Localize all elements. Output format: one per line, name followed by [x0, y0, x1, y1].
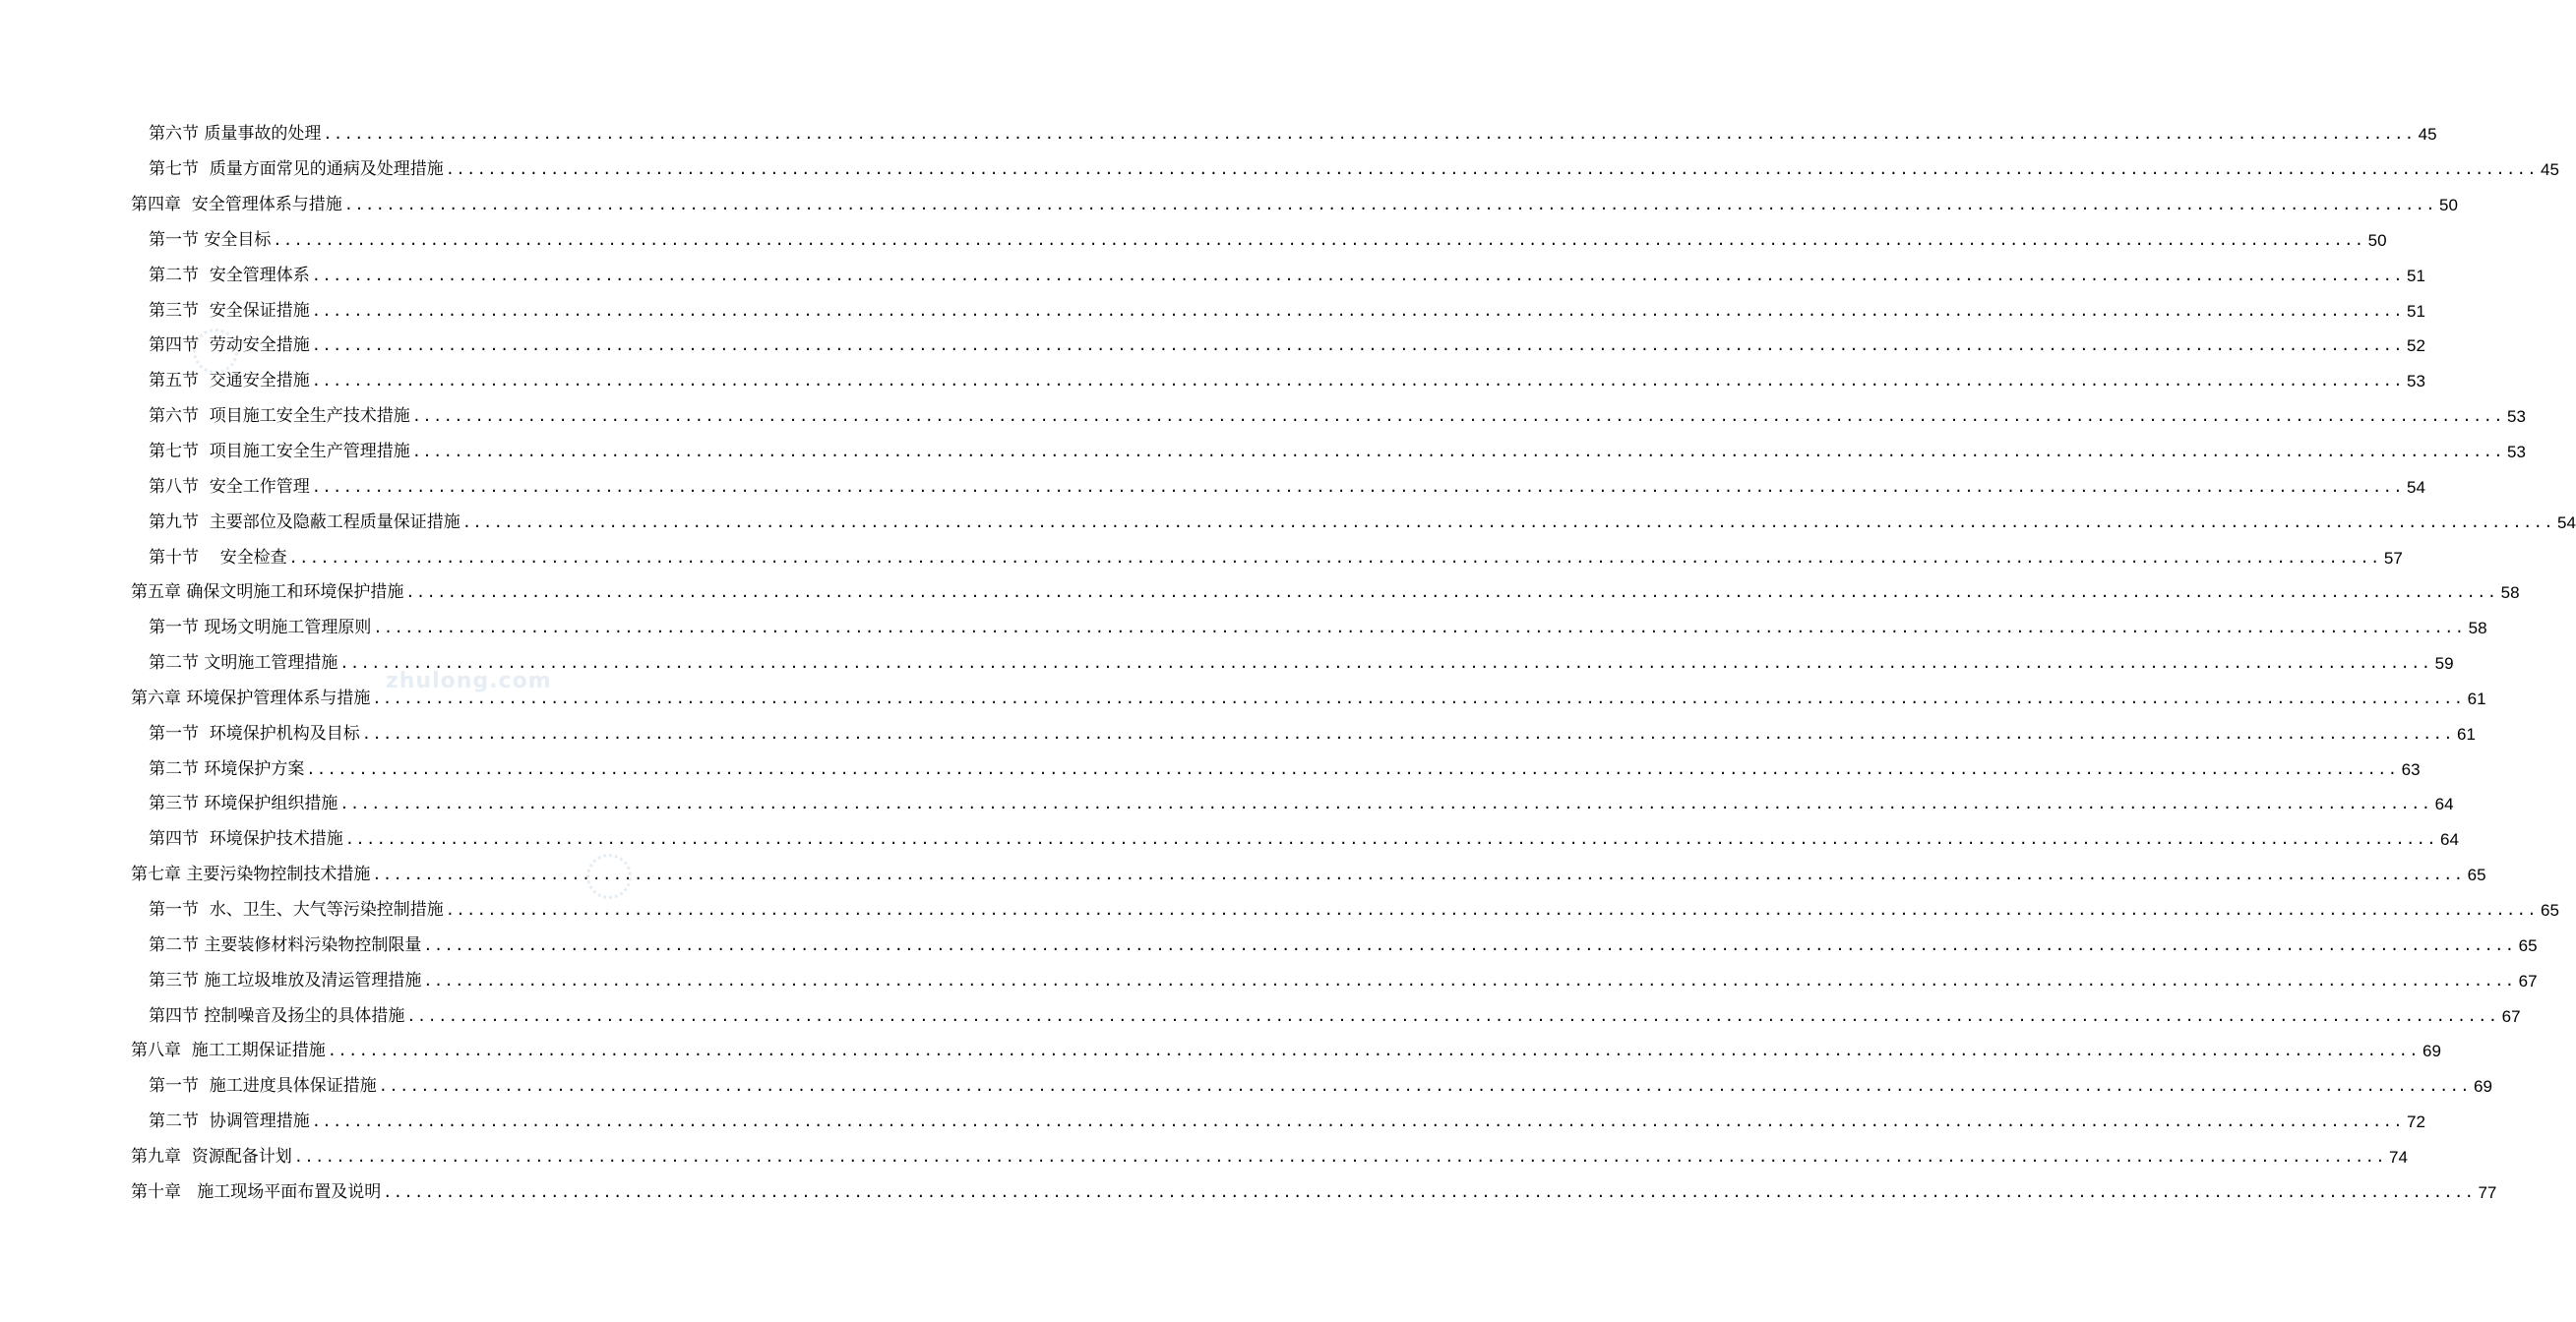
toc-entry-title: 第八节 安全工作管理 — [149, 476, 310, 497]
toc-page-number: 65 — [2541, 900, 2559, 920]
toc-chapter-entry[interactable] — [0, 1139, 2408, 1174]
toc-page-number: 67 — [2501, 1006, 2521, 1026]
dot-leader: ........................................................................................................................................................................................................ — [288, 548, 2381, 567]
toc-section-entry[interactable] — [0, 963, 2538, 998]
toc-chapter-entry[interactable] — [0, 858, 2486, 893]
toc-entry-title: 第六节 质量事故的处理 — [149, 124, 322, 145]
toc-page-number: 54 — [2407, 477, 2425, 497]
toc-page-number: 57 — [2383, 548, 2403, 568]
dot-leader: ........................................................................................................................................................................................................ — [273, 230, 2365, 249]
toc-page-number: 51 — [2407, 301, 2425, 321]
toc-entry-title: 第五章 确保文明施工和环境保护措施 — [131, 582, 404, 603]
toc-page-number: 69 — [2474, 1077, 2492, 1097]
dot-leader: ........................................................................................................................................................................................................ — [311, 266, 2404, 284]
toc-entry-title: 第五节 交通安全措施 — [149, 371, 310, 391]
toc-entry-title: 第四节 环境保护技术措施 — [149, 829, 343, 850]
toc-entry-title: 第四章 安全管理体系与措施 — [131, 195, 342, 215]
toc-section-entry[interactable] — [0, 152, 2559, 188]
toc-entry-title: 第七章 主要污染物控制技术措施 — [131, 865, 371, 885]
toc-page-number: 53 — [2507, 443, 2526, 462]
toc-entry-title: 第十节 安全检查 — [149, 547, 287, 568]
toc-chapter-entry[interactable] — [0, 575, 2520, 611]
toc-page-number: 59 — [2434, 654, 2454, 674]
dot-leader: ........................................................................................................................................................................................................ — [293, 1147, 2386, 1166]
toc-entry-title: 第三节 施工垃圾堆放及清运管理措施 — [149, 970, 422, 991]
toc-entry-title: 第一节 施工进度具体保证措施 — [149, 1076, 377, 1097]
dot-leader: ........................................................................................................................................................................................................ — [445, 160, 2538, 179]
watermark-url: zhulong.com — [386, 669, 552, 693]
toc-chapter-entry[interactable] — [0, 1174, 2497, 1210]
toc-section-entry[interactable] — [0, 364, 2425, 399]
toc-page-number: 61 — [2467, 689, 2486, 708]
toc-page-number: 74 — [2389, 1147, 2408, 1167]
toc-page-number: 64 — [2434, 795, 2454, 814]
toc-section-entry[interactable] — [0, 293, 2425, 329]
toc-section-entry[interactable] — [0, 540, 2403, 575]
toc-page-number: 63 — [2401, 759, 2421, 779]
toc-entry-title: 第二节 环境保护方案 — [149, 758, 305, 779]
dot-leader: ........................................................................................................................................................................................................ — [327, 1042, 2420, 1060]
table-of-contents — [0, 117, 2576, 1210]
toc-chapter-entry[interactable] — [0, 682, 2486, 717]
dot-leader: ........................................................................................................................................................................................................ — [311, 372, 2404, 391]
toc-entry-title: 第一节 安全目标 — [149, 229, 272, 250]
toc-section-entry[interactable] — [0, 893, 2559, 929]
toc-entry-title: 第一节 环境保护机构及目标 — [149, 723, 360, 744]
toc-entry-title: 第九章 资源配备计划 — [131, 1146, 292, 1167]
dot-leader: ........................................................................................................................................................................................................ — [423, 971, 2516, 990]
toc-page-number: 50 — [2439, 196, 2458, 215]
toc-section-entry[interactable] — [0, 751, 2421, 787]
toc-page-number: 58 — [2468, 619, 2487, 638]
toc-page-number: 51 — [2407, 266, 2425, 285]
toc-entry-title: 第四节 控制噪音及扬尘的具体措施 — [149, 1005, 405, 1026]
toc-section-entry[interactable] — [0, 223, 2387, 259]
toc-page-number: 67 — [2518, 971, 2538, 991]
toc-entry-title: 第九节 主要部位及隐蔽工程质量保证措施 — [149, 511, 460, 532]
toc-entry-title: 第二节 协调管理措施 — [149, 1112, 310, 1132]
toc-entry-title: 第二节 安全管理体系 — [149, 265, 310, 285]
toc-section-entry[interactable] — [0, 646, 2454, 682]
toc-entry-title: 第十章 施工现场平面布置及说明 — [131, 1181, 382, 1202]
toc-entry-title: 第三节 安全保证措施 — [149, 300, 310, 321]
toc-section-entry[interactable] — [0, 998, 2521, 1034]
toc-entry-title: 第三节 环境保护组织措施 — [149, 794, 338, 814]
toc-entry-title: 第七节 质量方面常见的通病及处理措施 — [149, 159, 444, 180]
toc-page-number: 52 — [2407, 336, 2425, 356]
toc-page-number: 45 — [2418, 125, 2437, 145]
toc-entry-title: 第一节 水、卫生、大气等污染控制措施 — [149, 899, 444, 920]
toc-page-number: 65 — [2518, 935, 2538, 955]
toc-entry-title: 第六节 项目施工安全生产技术措施 — [149, 406, 410, 427]
toc-section-entry[interactable] — [0, 1069, 2492, 1105]
toc-entry-title: 第八章 施工工期保证措施 — [131, 1041, 326, 1061]
toc-section-entry[interactable] — [0, 435, 2526, 470]
toc-section-entry[interactable] — [0, 1105, 2425, 1140]
toc-section-entry[interactable] — [0, 329, 2425, 364]
dot-leader: ........................................................................................................................................................................................................ — [311, 1112, 2404, 1131]
dot-leader: ........................................................................................................................................................................................................ — [306, 759, 2399, 778]
toc-chapter-entry[interactable] — [0, 188, 2458, 223]
dot-leader: ........................................................................................................................................................................................................ — [411, 407, 2504, 426]
toc-entry-title: 第七节 项目施工安全生产管理措施 — [149, 442, 410, 462]
dot-leader: ........................................................................................................................................................................................................ — [372, 689, 2465, 707]
dot-leader: ........................................................................................................................................................................................................ — [378, 1077, 2471, 1096]
toc-page-number: 54 — [2557, 512, 2576, 532]
toc-section-entry[interactable] — [0, 117, 2437, 152]
toc-section-entry[interactable] — [0, 716, 2476, 751]
dot-leader: ........................................................................................................................................................................................................ — [311, 301, 2404, 320]
toc-entry-title: 第六章 环境保护管理体系与措施 — [131, 688, 371, 708]
toc-page-number: 45 — [2541, 160, 2559, 180]
toc-page-number: 61 — [2457, 724, 2476, 744]
toc-page-number: 53 — [2507, 407, 2526, 427]
dot-leader: ........................................................................................................................................................................................................ — [405, 583, 2498, 602]
dot-leader: ........................................................................................................................................................................................................ — [311, 336, 2404, 355]
toc-page-number: 64 — [2440, 830, 2459, 850]
dot-leader: ........................................................................................................................................................................................................ — [383, 1182, 2476, 1201]
toc-section-entry[interactable] — [0, 399, 2526, 435]
dot-leader: ........................................................................................................................................................................................................ — [344, 830, 2437, 849]
dot-leader: ........................................................................................................................................................................................................ — [323, 125, 2416, 144]
dot-leader: ........................................................................................................................................................................................................ — [445, 900, 2538, 919]
toc-chapter-entry[interactable] — [0, 1034, 2441, 1069]
dot-leader: ........................................................................................................................................................................................................ — [311, 477, 2404, 496]
toc-section-entry[interactable] — [0, 258, 2425, 293]
toc-page-number: 69 — [2423, 1042, 2441, 1061]
toc-page-number: 77 — [2478, 1182, 2497, 1202]
dot-leader: ........................................................................................................................................................................................................ — [372, 866, 2465, 884]
toc-section-entry[interactable] — [0, 469, 2425, 505]
dot-leader: ........................................................................................................................................................................................................ — [339, 795, 2432, 813]
toc-page-number: 50 — [2367, 230, 2387, 250]
toc-page-number: 53 — [2407, 372, 2425, 391]
toc-entry-title: 第二节 文明施工管理措施 — [149, 653, 338, 674]
toc-entry-title: 第一节 现场文明施工管理原则 — [149, 618, 372, 638]
toc-section-entry[interactable] — [0, 822, 2459, 858]
dot-leader: ........................................................................................................................................................................................................ — [406, 1006, 2499, 1025]
toc-page-number: 58 — [2500, 583, 2520, 603]
dot-leader: ........................................................................................................................................................................................................ — [343, 196, 2436, 214]
dot-leader: ........................................................................................................................................................................................................ — [423, 935, 2516, 954]
toc-page-number: 72 — [2407, 1112, 2425, 1132]
dot-leader: ........................................................................................................................................................................................................ — [461, 512, 2554, 531]
toc-section-entry[interactable] — [0, 928, 2538, 963]
toc-entry-title: 第二节 主要装修材料污染物控制限量 — [149, 934, 422, 955]
dot-leader: ........................................................................................................................................................................................................ — [373, 619, 2466, 637]
toc-page-number: 65 — [2467, 866, 2486, 885]
toc-entry-title: 第四节 劳动安全措施 — [149, 335, 310, 356]
dot-leader: ........................................................................................................................................................................................................ — [361, 724, 2454, 743]
dot-leader: ........................................................................................................................................................................................................ — [339, 654, 2432, 673]
toc-section-entry[interactable] — [0, 787, 2454, 822]
toc-section-entry[interactable] — [0, 505, 2576, 540]
toc-section-entry[interactable] — [0, 611, 2487, 646]
dot-leader: ........................................................................................................................................................................................................ — [411, 443, 2504, 461]
